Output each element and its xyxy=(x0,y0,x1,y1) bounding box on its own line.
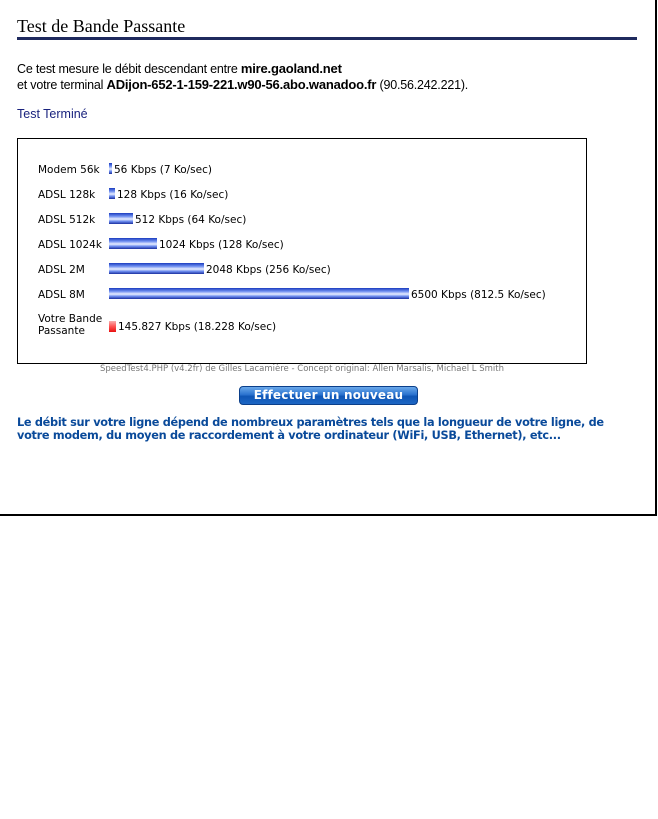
row-label: Votre Bande Passante xyxy=(38,313,103,337)
chart-row-user xyxy=(18,313,586,343)
row-label: ADSL 512k xyxy=(38,214,96,226)
row-value: 128 Kbps (16 Ko/sec) xyxy=(117,189,229,201)
row-label: ADSL 128k xyxy=(38,189,96,201)
speed-bar xyxy=(109,163,112,174)
row-label: ADSL 1024k xyxy=(38,239,102,251)
intro-line-2 xyxy=(17,77,468,93)
chart-row xyxy=(18,288,586,308)
row-value: 512 Kbps (64 Ko/sec) xyxy=(135,214,247,226)
test-status: Test Terminé xyxy=(17,107,88,121)
info-note: Le débit sur votre ligne dépend de nombreux paramètres tels que la longueur de votre ligne, de votre modem, du moyen de raccordement à votre ordinateur (WiFi, USB, Ethernet), etc... xyxy=(17,416,604,442)
speed-bar xyxy=(109,288,409,299)
credits-text: SpeedTest4.PHP (v4.2fr) de Gilles Lacamière - Concept original: Allen Marsalis, Michael L Smith xyxy=(99,364,504,374)
row-value: 2048 Kbps (256 Ko/sec) xyxy=(206,264,331,276)
user-speed-bar xyxy=(109,321,116,332)
intro-prefix: Ce test mesure le débit descendant entre xyxy=(17,62,241,76)
intro-prefix-2: et votre terminal xyxy=(17,78,107,92)
chart-row xyxy=(18,263,586,283)
page-title: Test de Bande Passante xyxy=(17,16,637,40)
new-test-button[interactable]: Effectuer un nouveau test xyxy=(239,386,418,405)
speed-bar xyxy=(109,238,157,249)
intro-text xyxy=(17,61,468,93)
chart-row xyxy=(18,188,586,208)
row-label: Modem 56k xyxy=(38,164,100,176)
chart-row xyxy=(18,213,586,233)
client-ip: (90.56.242.221). xyxy=(376,78,469,92)
row-value: 1024 Kbps (128 Ko/sec) xyxy=(159,239,284,251)
intro-line-1 xyxy=(17,61,468,77)
chart-row xyxy=(18,238,586,258)
client-host: ADijon-652-1-159-221.w90-56.abo.wanadoo.fr xyxy=(106,77,377,92)
row-value: 6500 Kbps (812.5 Ko/sec) xyxy=(411,289,546,301)
row-label: ADSL 8M xyxy=(38,289,85,301)
user-speed-value: 145.827 Kbps (18.228 Ko/sec) xyxy=(118,321,277,333)
row-label: ADSL 2M xyxy=(38,264,85,276)
server-host: mire.gaoland.net xyxy=(240,61,342,76)
row-value: 56 Kbps (7 Ko/sec) xyxy=(114,164,212,176)
chart-row xyxy=(18,163,586,183)
bandwidth-chart xyxy=(17,138,587,364)
speed-bar xyxy=(109,188,115,199)
speed-bar xyxy=(109,213,133,224)
speed-bar xyxy=(109,263,204,274)
